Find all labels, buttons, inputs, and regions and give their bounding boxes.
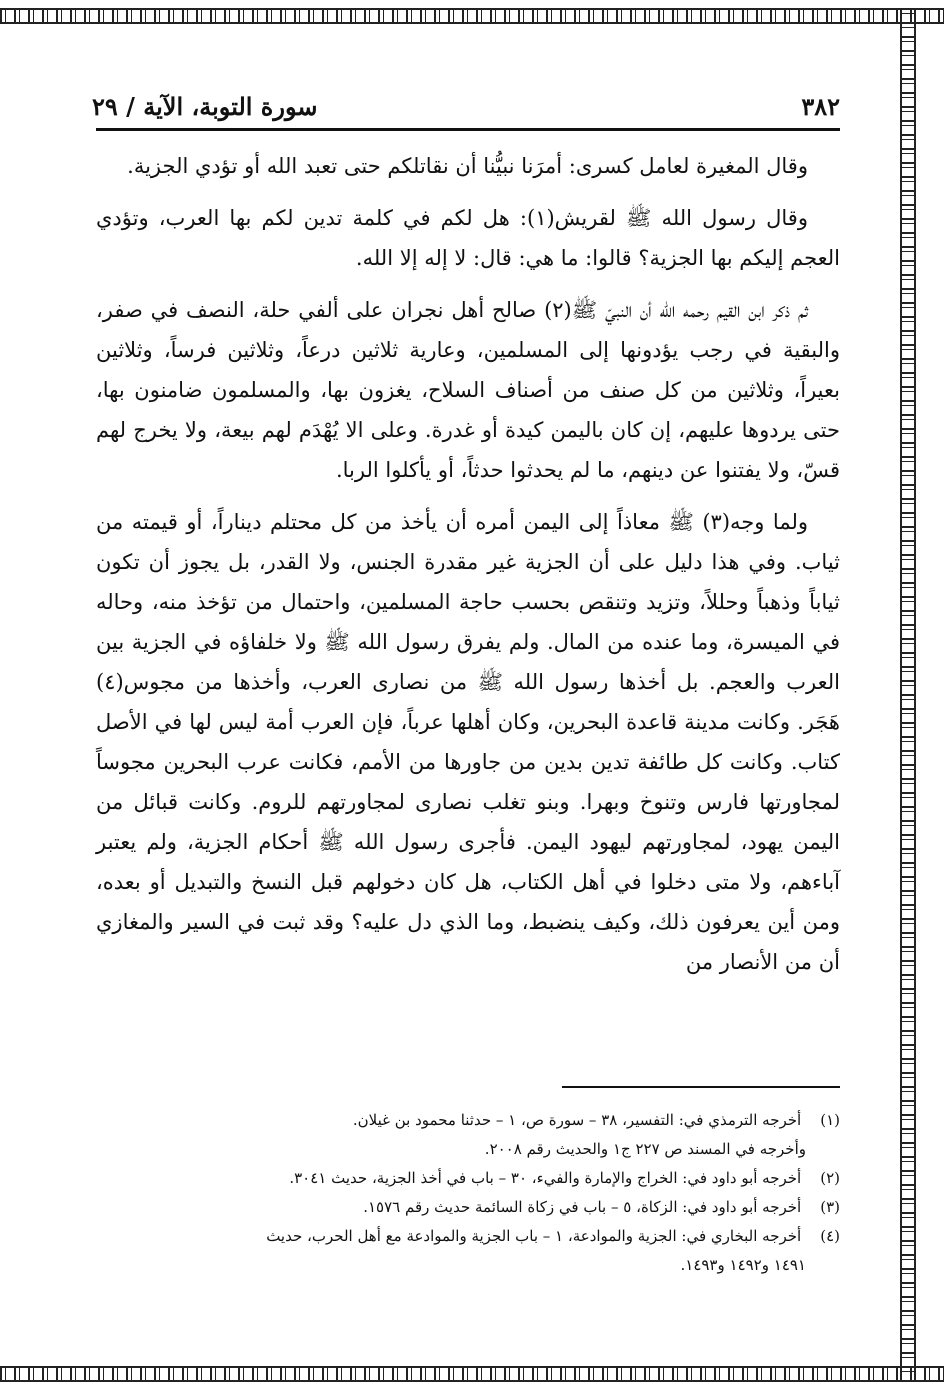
footnotes bbox=[96, 1106, 840, 1280]
footnote bbox=[96, 1164, 840, 1193]
paragraph: وقال المغيرة لعامل كسرى: أمرَنا نبيُّنا أن نقاتلكم حتى تعبد الله أو تؤدي الجزية. bbox=[127, 154, 808, 178]
footnote-number: (١) bbox=[820, 1111, 840, 1129]
main-text bbox=[96, 146, 840, 994]
footnote-text: أخرجه أبو داود في: الخراج والإمارة والفيء، ٣٠ – باب في أخذ الجزية، حديث ٣٠٤١. bbox=[289, 1169, 802, 1187]
footnote bbox=[96, 1193, 840, 1222]
footnote-continuation: ١٤٩١ و١٤٩٢ و١٤٩٣. bbox=[680, 1256, 806, 1274]
page-header bbox=[92, 86, 840, 126]
paragraph: وقال رسول الله ﷺ لقريش(١): هل لكم في كلمة تدين لكم بها العرب، وتؤدي العجم إليكم بها الجزية؟ قالوا: ما هي: قال: لا إله إلا الله. bbox=[96, 206, 840, 270]
footnote-text: أخرجه البخاري في: الجزية والموادعة، ١ – باب الجزية والموادعة مع أهل الحرب، حديث bbox=[266, 1227, 802, 1245]
footnote-text: أخرجه أبو داود في: الزكاة، ٥ – باب في زكاة السائمة حديث رقم ١٥٧٦. bbox=[363, 1198, 802, 1216]
decorative-border-right bbox=[900, 8, 916, 1382]
running-title: سورة التوبة، الآية / ٢٩ bbox=[92, 91, 318, 121]
footnote-number: (٣) bbox=[820, 1198, 840, 1216]
footnote-number: (٢) bbox=[820, 1169, 840, 1187]
footnote-separator bbox=[562, 1086, 840, 1088]
footnote-text: أخرجه الترمذي في: التفسير، ٣٨ – سورة ص، ١ – حدثنا محمود بن غيلان. bbox=[352, 1111, 802, 1129]
paragraph: ولما وجه(٣) ﷺ معاذاً إلى اليمن أمره أن يأخذ من كل محتلم ديناراً، أو قيمته من ثياب. وفي هذا دليل على أن الجزية غير مقدرة الجنس، ولا القدر، بل يجوز أن تكون ثياباً وذهباً وحللاً، وتزيد وتنقص بحسب حاجة المسلمين، واحتمال من تؤخذ منه، وحاله في الميسرة، وما عنده من المال. ولم يفرق رسول الله ﷺ ولا خلفاؤه في الجزية بين العرب والعجم. بل أخذها رسول الله ﷺ من نصارى العرب، وأخذها من مجوس(٤) هَجَر. وكانت مدينة قاعدة البحرين، وكان أهلها عرباً، فإن العرب أمة ليس لها في الأصل كتاب. وكانت كل طائفة تدين بدين من جاورها من الأمم، فكانت عرب البحرين مجوساً لمجاورتها فارس وتنوخ وبهرا. وبنو تغلب نصارى لمجاورتهم للروم. وكانت قبائل من اليمن يهود، لمجاورتهم ليهود اليمن. فأجرى رسول الله ﷺ أحكام الجزية، ولم يعتبر آباءهم، ولا متى دخلوا في أهل الكتاب، هل كان دخولهم قبل النسخ والتبديل أو بعده، ومن أين يعرفون ذلك، وكيف ينضبط، وما الذي دل عليه؟ وقد ثبت في السير والمغازي أن من الأنصار من bbox=[96, 510, 840, 974]
header-rule bbox=[96, 128, 840, 131]
footnote bbox=[96, 1106, 840, 1135]
footnote-number: (٤) bbox=[820, 1227, 840, 1245]
decorative-border-bottom bbox=[0, 1366, 944, 1382]
page-number: ٣٨٢ bbox=[801, 91, 840, 121]
paragraph: ثم ذكر ابن القيم رحمه الله أن النبيّ ﷺ(٢) صالح أهل نجران على ألفي حلة، النصف في صفر، والبقية في رجب يؤدونها إلى المسلمين، وعارية ثلاثين درعاً، وثلاثين فرساً، وثلاثين بعيراً، وثلاثين من كل صنف من أصناف السلاح، يغزون بها، والمسلمون ضامنون بها، حتى يردوها عليهم، إن كان باليمن كيدة أو غدرة. وعلى الا يُهْدَم لهم بيعة، ولا يخرج لهم قسّ، ولا يفتنوا عن دينهم، ما لم يحدثوا حدثاً، أو يأكلوا الربا. bbox=[96, 298, 840, 482]
footnote-continuation: وأخرجه في المسند ص ٢٢٧ ج١ والحديث رقم ٢٠٠٨. bbox=[484, 1140, 806, 1158]
decorative-border-top bbox=[0, 8, 944, 24]
footnote bbox=[96, 1222, 840, 1251]
